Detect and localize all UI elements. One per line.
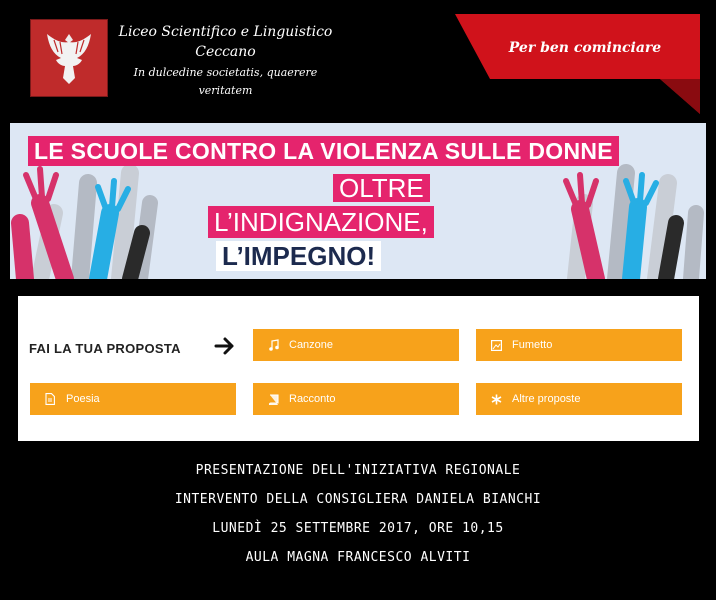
proposal-panel [18, 296, 699, 441]
altre-proposte-button[interactable] [476, 383, 682, 415]
poesia-label: Poesia [66, 393, 100, 405]
banner-subline-2: L’INDIGNAZIONE, [208, 206, 434, 238]
event-speaker: INTERVENTO DELLA CONSIGLIERA DANIELA BIANCHI [174, 492, 542, 507]
ribbon-shape [455, 14, 700, 114]
book-icon [267, 393, 279, 405]
asterisk-icon [490, 393, 502, 405]
campaign-banner [10, 123, 706, 279]
banner-subline-1: OLTRE [333, 174, 430, 202]
ribbon-banner [455, 14, 700, 114]
school-name-line2: Ceccano [195, 44, 256, 60]
ribbon-label: Per ben cominciare [508, 40, 662, 56]
altre-proposte-label: Altre proposte [512, 393, 581, 405]
school-motto: In dulcedine societatis, quaerere veritatem [133, 66, 318, 97]
eagle-icon [44, 30, 94, 86]
fumetto-label: Fumetto [512, 339, 553, 351]
canzone-button[interactable] [253, 329, 459, 361]
event-info [0, 456, 716, 572]
racconto-label: Racconto [289, 393, 336, 405]
music-note-icon [267, 339, 279, 351]
racconto-button[interactable] [253, 383, 459, 415]
school-logo [30, 19, 108, 97]
poesia-button[interactable] [30, 383, 236, 415]
document-icon [44, 393, 56, 405]
canzone-label: Canzone [289, 339, 334, 351]
banner-headline: LE SCUOLE CONTRO LA VIOLENZA SULLE DONNE [28, 136, 619, 166]
image-icon [490, 339, 502, 351]
event-location: AULA MAGNA FRANCESCO ALVITI [245, 550, 471, 565]
event-datetime: LUNEDÌ 25 SETTEMBRE 2017, ORE 10,15 [212, 521, 504, 536]
proposal-heading: FAI LA TUA PROPOSTA [29, 341, 181, 356]
arrow-right-icon [214, 336, 236, 356]
banner-subline-3: L’IMPEGNO! [216, 241, 381, 271]
school-title [118, 22, 333, 100]
school-name-line1: Liceo Scientifico e Linguistico [118, 24, 333, 40]
event-title: PRESENTAZIONE DELL'INIZIATIVA REGIONALE [195, 463, 521, 478]
fumetto-button[interactable] [476, 329, 682, 361]
